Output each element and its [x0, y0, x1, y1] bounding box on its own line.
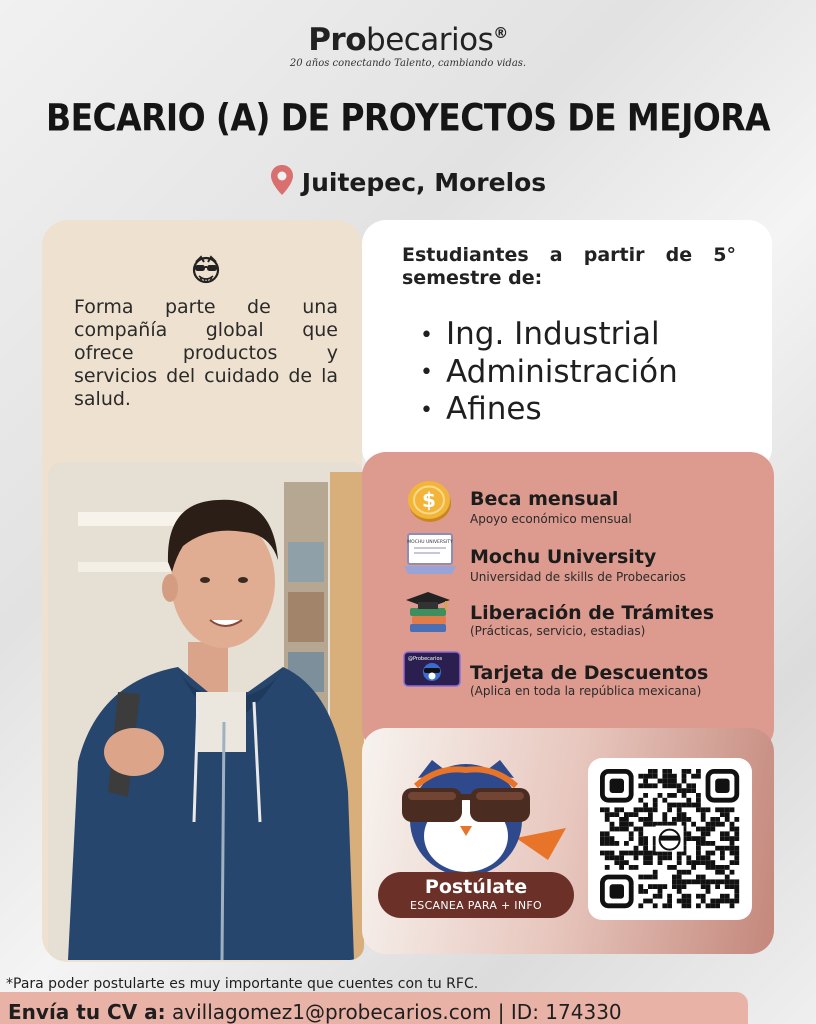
owl-mascot-icon [398, 758, 570, 882]
laptop-icon [402, 532, 458, 580]
cv-contact [8, 1000, 622, 1024]
brand-name-bold: Pro [308, 22, 367, 58]
list-item [420, 354, 678, 392]
students-heading: Estudiantes a partir de 5° semestre de: [402, 244, 736, 289]
qr-code-graphic [588, 758, 752, 920]
qr-finder-center [610, 779, 624, 793]
apply-sub: ESCANEA PARA + INFO [410, 899, 542, 912]
benefit-subtitle: (Aplica en toda la república mexicana) [470, 684, 702, 698]
benefit-subtitle: Apoyo económico mensual [470, 512, 632, 526]
location [0, 164, 816, 200]
qr-code[interactable] [588, 758, 752, 920]
degree-label: Administración [446, 353, 678, 390]
degree-label: Ing. Industrial [446, 316, 660, 352]
job-id: ID: 174330 [510, 1000, 622, 1024]
benefit-title: Tarjeta de Descuentos [470, 662, 709, 684]
apply-button[interactable] [378, 872, 574, 918]
list-item [420, 316, 678, 354]
list-item [420, 391, 678, 429]
qr-finder-center [610, 884, 624, 898]
separator: | [497, 1000, 505, 1024]
dollar-coin-icon [402, 478, 458, 522]
brand-tagline: 20 años conectando Talento, cambiando vidas. [289, 58, 527, 69]
benefit-title: Mochu University [470, 546, 657, 568]
bullet: • [420, 322, 433, 348]
benefit-subtitle: Universidad de skills de Probecarios [470, 570, 686, 584]
map-pin-icon [270, 164, 294, 200]
degree-label: Afines [446, 391, 542, 427]
cv-label: Envía tu CV a: [8, 1000, 166, 1024]
owl-glasses-icon [190, 254, 222, 288]
rfc-note: *Para poder postularte es muy importante que cuentes con tu RFC. [6, 976, 479, 992]
apply-label: Postúlate [424, 876, 528, 898]
bullet: • [420, 360, 433, 385]
brand-logo [0, 22, 816, 58]
qr-logo-glasses [660, 836, 680, 841]
company-description: Forma parte de una compañía global que ofrece productos y servicios del cuidado de la salud. [74, 296, 338, 410]
laptop-screen-text: MOCHU UNIVERSITY [407, 540, 453, 545]
registered-mark: ® [493, 24, 508, 42]
graduation-books-icon [402, 590, 458, 636]
benefit-subtitle: (Prácticas, servicio, estadias) [470, 624, 646, 638]
degree-list [420, 316, 678, 429]
brand-header [0, 22, 816, 69]
svg-text:$: $ [422, 488, 436, 512]
discount-card-icon [402, 650, 458, 688]
qr-finder-center [715, 779, 729, 793]
benefit-title: Beca mensual [470, 488, 619, 510]
brand-name-rest: becarios [366, 22, 494, 58]
bullet: • [420, 397, 433, 423]
card-text: @Probecarios [408, 656, 443, 662]
student-photo [48, 462, 364, 960]
location-text: Juitepec, Morelos [301, 167, 547, 197]
job-title: BECARIO (A) DE PROYECTOS DE MEJORA [46, 95, 770, 140]
cv-email[interactable]: avillagomez1@probecarios.com [172, 1000, 492, 1024]
benefit-title: Liberación de Trámites [470, 602, 715, 624]
